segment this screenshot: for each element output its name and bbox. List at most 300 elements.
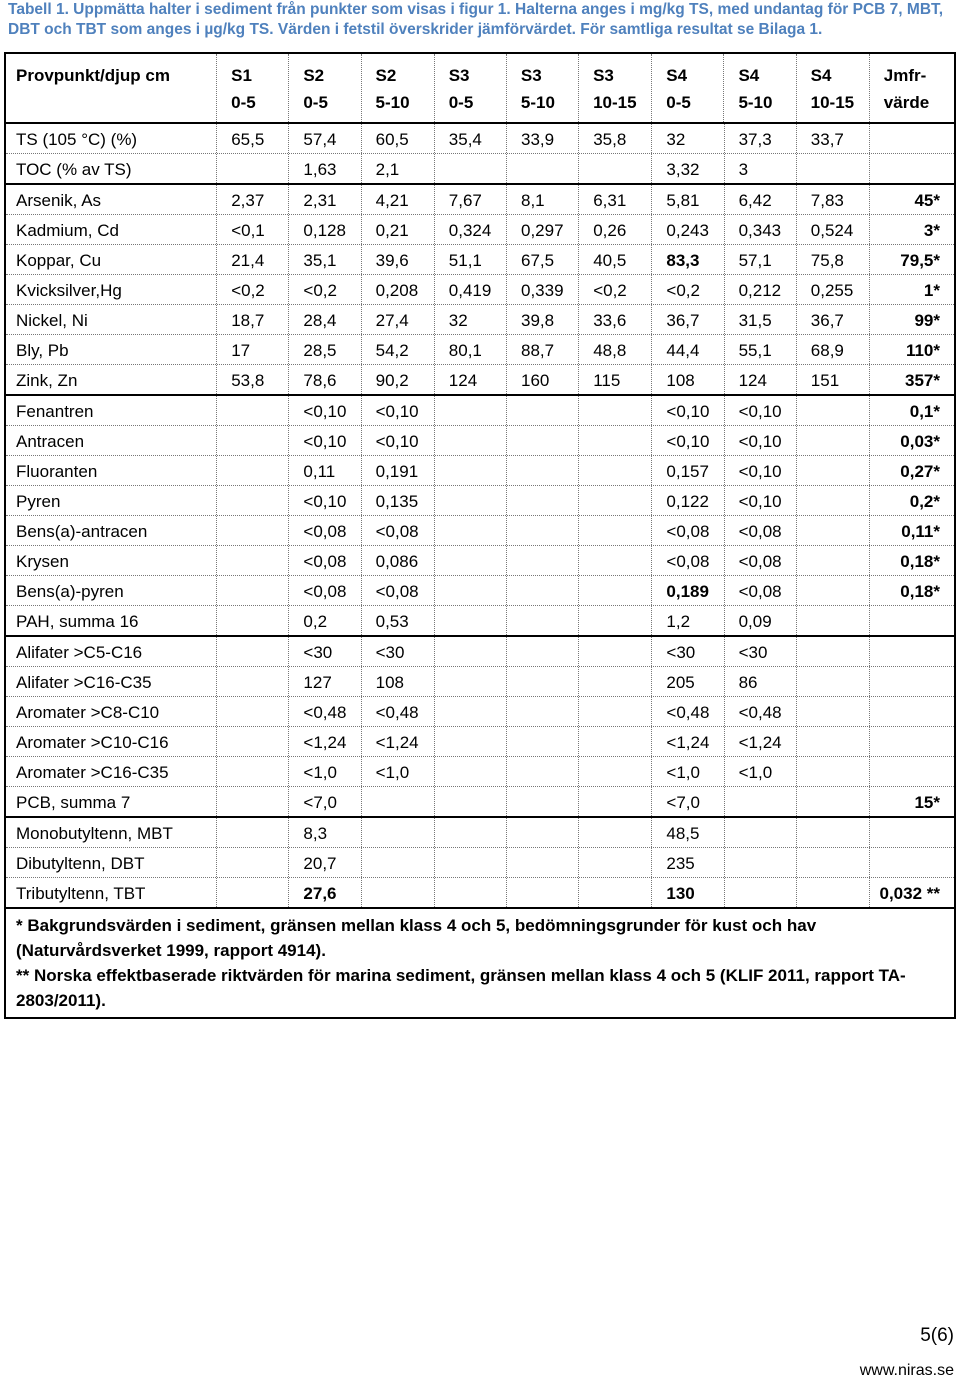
row-value: <0,08	[289, 546, 361, 575]
row-value: 0,086	[362, 546, 435, 575]
row-value: <0,10	[289, 426, 361, 455]
table-row	[6, 456, 954, 486]
row-value: 60,5	[362, 124, 435, 153]
row-value: 37,3	[725, 124, 797, 153]
header-col	[362, 54, 435, 122]
row-value	[217, 878, 289, 907]
row-value: <0,2	[652, 275, 724, 304]
row-value: 27,6	[289, 878, 361, 907]
row-parameter: Pyren	[6, 486, 217, 515]
header-point: S3	[593, 66, 614, 85]
row-value	[435, 426, 507, 455]
row-parameter: Kadmium, Cd	[6, 215, 217, 244]
header-point: S4	[810, 66, 832, 85]
row-value	[217, 697, 289, 726]
header-point: S2	[375, 66, 397, 85]
header-point: S3	[520, 66, 542, 85]
row-jmfr: 0,18*	[900, 582, 940, 601]
row-value	[507, 637, 579, 666]
row-value: 83,3	[652, 245, 724, 274]
row-value	[217, 757, 289, 786]
row-value: 0,26	[579, 215, 652, 244]
row-value	[797, 154, 870, 183]
row-value: 0,53	[362, 606, 435, 635]
table-row	[6, 606, 954, 637]
row-value	[797, 396, 870, 425]
row-value	[797, 818, 870, 847]
row-jmfr	[870, 757, 954, 765]
header-col	[652, 54, 724, 122]
row-value	[435, 757, 507, 786]
row-jmfr: 0,18*	[900, 552, 940, 571]
row-value	[217, 727, 289, 756]
table-notes	[6, 909, 954, 1017]
row-value	[435, 637, 507, 666]
row-value	[435, 818, 507, 847]
table-row	[6, 818, 954, 848]
row-value: <0,10	[725, 426, 797, 455]
row-value: 53,8	[217, 365, 289, 394]
row-value: <30	[725, 637, 797, 666]
row-value: 39,8	[507, 305, 579, 334]
row-value: 35,4	[435, 124, 507, 153]
row-value: <0,10	[652, 396, 724, 425]
row-value: 0,208	[362, 275, 435, 304]
row-value	[507, 456, 579, 485]
row-value	[435, 576, 507, 605]
row-parameter: Alifater >C5-C16	[6, 637, 217, 666]
header-depth: 10-15	[593, 93, 637, 112]
row-value: 28,5	[289, 335, 361, 364]
row-value: 235	[652, 848, 724, 877]
row-parameter: Bly, Pb	[6, 335, 217, 364]
row-value	[797, 848, 870, 877]
row-parameter: Fenantren	[6, 396, 217, 425]
row-value	[797, 878, 870, 907]
table-row	[6, 185, 954, 215]
row-jmfr: 79,5*	[900, 251, 940, 270]
row-value: 0,419	[435, 275, 507, 304]
row-value: <7,0	[652, 787, 724, 816]
row-value: <0,10	[725, 456, 797, 485]
row-jmfr: 45*	[914, 191, 940, 210]
row-value: 124	[435, 365, 507, 394]
row-value: <0,2	[217, 275, 289, 304]
row-value: <0,10	[725, 486, 797, 515]
row-jmfr	[870, 848, 954, 856]
header-jmfr	[870, 54, 954, 122]
row-value: 7,83	[797, 185, 870, 214]
row-value: 20,7	[289, 848, 361, 877]
row-value: 0,189	[652, 576, 724, 605]
row-value: 2,37	[217, 185, 289, 214]
table-row	[6, 154, 954, 185]
row-value: 86	[725, 667, 797, 696]
table-row	[6, 305, 954, 335]
row-value: 44,4	[652, 335, 724, 364]
row-value: 3,32	[652, 154, 724, 183]
row-value	[725, 787, 797, 816]
header-depth: 0-5	[231, 93, 256, 112]
row-value	[579, 637, 652, 666]
row-value: 2,1	[362, 154, 435, 183]
row-value: <0,08	[652, 546, 724, 575]
row-jmfr: 0,27*	[900, 462, 940, 481]
table-row	[6, 637, 954, 667]
row-value	[507, 667, 579, 696]
row-value	[362, 878, 435, 907]
page-number: 5(6)	[920, 1325, 954, 1346]
header-depth: 5-10	[375, 93, 410, 112]
row-value: 32	[435, 305, 507, 334]
row-value: <1,24	[652, 727, 724, 756]
row-value: <0,08	[362, 576, 435, 605]
row-value	[579, 606, 652, 635]
row-value: 124	[725, 365, 797, 394]
row-value	[579, 667, 652, 696]
row-parameter: PAH, summa 16	[6, 606, 217, 635]
header-point: S2	[303, 66, 325, 85]
row-value	[362, 818, 435, 847]
row-value	[507, 848, 579, 877]
row-value	[507, 697, 579, 726]
row-value	[725, 848, 797, 877]
row-value	[217, 637, 289, 666]
row-value	[435, 878, 507, 907]
row-jmfr	[870, 637, 954, 645]
row-parameter: Tributyltenn, TBT	[6, 878, 217, 907]
row-value	[435, 516, 507, 545]
header-col	[579, 54, 652, 122]
row-parameter: Aromater >C10-C16	[6, 727, 217, 756]
row-parameter: Arsenik, As	[6, 185, 217, 214]
row-value: <0,48	[362, 697, 435, 726]
row-parameter: Monobutyltenn, MBT	[6, 818, 217, 847]
row-parameter: TOC (% av TS)	[6, 154, 217, 183]
row-value	[579, 818, 652, 847]
row-value: 48,5	[652, 818, 724, 847]
row-jmfr	[870, 818, 954, 826]
header-jmfr-line1: Jmfr-	[883, 66, 927, 85]
row-value: 18,7	[217, 305, 289, 334]
row-jmfr: 99*	[914, 311, 940, 330]
header-point: S3	[448, 66, 470, 85]
header-col	[507, 54, 579, 122]
row-value: 54,2	[362, 335, 435, 364]
row-value	[507, 396, 579, 425]
table-row	[6, 727, 954, 757]
row-value	[435, 456, 507, 485]
row-value: <0,10	[362, 426, 435, 455]
row-value: 0,157	[652, 456, 724, 485]
row-value	[217, 546, 289, 575]
row-value	[507, 154, 579, 183]
row-value: 0,122	[652, 486, 724, 515]
row-value: <0,48	[652, 697, 724, 726]
row-value: 0,212	[725, 275, 797, 304]
table-row	[6, 335, 954, 365]
row-value: 1,2	[652, 606, 724, 635]
row-value: <0,1	[217, 215, 289, 244]
row-parameter: PCB, summa 7	[6, 787, 217, 816]
header-point: S4	[666, 66, 688, 85]
row-value: 160	[507, 365, 579, 394]
row-value: 75,8	[797, 245, 870, 274]
row-value: 35,8	[579, 124, 652, 153]
header-col	[724, 54, 796, 122]
row-value: 5,81	[652, 185, 724, 214]
row-parameter: Fluoranten	[6, 456, 217, 485]
row-jmfr: 357*	[905, 371, 940, 390]
row-value: 65,5	[217, 124, 289, 153]
row-value: 0,297	[507, 215, 579, 244]
row-jmfr: 0,1*	[909, 402, 940, 421]
row-value: <0,08	[725, 546, 797, 575]
row-value: 27,4	[362, 305, 435, 334]
row-value	[579, 456, 652, 485]
header-jmfr-line2: värde	[883, 93, 930, 112]
row-value: 4,21	[362, 185, 435, 214]
row-value: 0,524	[797, 215, 870, 244]
row-value	[435, 667, 507, 696]
row-value: <0,10	[289, 396, 361, 425]
row-value	[579, 727, 652, 756]
header-depth: 5-10	[738, 93, 773, 112]
row-value	[579, 486, 652, 515]
row-value	[797, 456, 870, 485]
row-parameter: Bens(a)-antracen	[6, 516, 217, 545]
row-value	[217, 818, 289, 847]
row-parameter: Dibutyltenn, DBT	[6, 848, 217, 877]
table-row	[6, 486, 954, 516]
row-value: 130	[652, 878, 724, 907]
row-value: 33,7	[797, 124, 870, 153]
row-value	[797, 757, 870, 786]
row-value	[579, 697, 652, 726]
row-value: 205	[652, 667, 724, 696]
row-value: 127	[289, 667, 361, 696]
row-value	[579, 546, 652, 575]
row-value: <7,0	[289, 787, 361, 816]
results-table	[4, 52, 956, 1019]
row-value: 32	[652, 124, 724, 153]
row-value: <0,08	[289, 576, 361, 605]
row-value	[797, 426, 870, 455]
row-value	[797, 576, 870, 605]
table-row	[6, 878, 954, 909]
row-jmfr: 1*	[923, 281, 940, 300]
row-value: <0,10	[652, 426, 724, 455]
table-row	[6, 245, 954, 275]
row-value: 55,1	[725, 335, 797, 364]
row-parameter: Zink, Zn	[6, 365, 217, 394]
row-value: 151	[797, 365, 870, 394]
row-parameter: Nickel, Ni	[6, 305, 217, 334]
row-value: 115	[579, 365, 652, 394]
row-value: 0,191	[362, 456, 435, 485]
header-depth: 0-5	[303, 93, 328, 112]
row-value: <1,0	[362, 757, 435, 786]
row-value: 31,5	[725, 305, 797, 334]
header-depth: 5-10	[520, 93, 555, 112]
row-jmfr: 15*	[914, 793, 940, 812]
header-point: S4	[738, 66, 760, 85]
row-value: <0,2	[579, 275, 652, 304]
header-depth: 10-15	[810, 93, 855, 112]
row-value	[217, 667, 289, 696]
row-jmfr	[870, 667, 954, 675]
row-value: 108	[652, 365, 724, 394]
row-value	[217, 456, 289, 485]
table-row	[6, 426, 954, 456]
row-value	[579, 516, 652, 545]
row-value	[435, 848, 507, 877]
row-value	[435, 787, 507, 816]
note-1: * Bakgrundsvärden i sediment, gränsen mellan klass 4 och 5, bedömningsgrunder för kust och hav (Naturvårdsverket 1999, rapport 4914).	[16, 916, 817, 960]
row-value: 57,1	[725, 245, 797, 274]
row-jmfr: 110*	[905, 341, 940, 360]
row-parameter: Antracen	[6, 426, 217, 455]
row-jmfr: 3*	[923, 221, 940, 240]
row-value	[435, 727, 507, 756]
row-value: 1,63	[289, 154, 361, 183]
table-row	[6, 275, 954, 305]
row-parameter: Aromater >C16-C35	[6, 757, 217, 786]
row-value	[725, 818, 797, 847]
table-row	[6, 757, 954, 787]
row-value: 35,1	[289, 245, 361, 274]
row-parameter: Kvicksilver,Hg	[6, 275, 217, 304]
table-header	[6, 54, 954, 124]
note-2: ** Norska effektbaserade riktvärden för marina sediment, gränsen mellan klass 4 och 5 (KLIF 2011, rapport TA-2803/2011).	[16, 966, 906, 1010]
table-row	[6, 576, 954, 606]
row-value: <0,08	[652, 516, 724, 545]
header-col	[217, 54, 289, 122]
row-value	[507, 727, 579, 756]
row-value: <0,10	[362, 396, 435, 425]
row-value: 90,2	[362, 365, 435, 394]
row-parameter: Bens(a)-pyren	[6, 576, 217, 605]
row-value: 33,6	[579, 305, 652, 334]
row-value	[579, 757, 652, 786]
header-col	[289, 54, 361, 122]
row-value: 0,128	[289, 215, 361, 244]
row-value: 0,243	[652, 215, 724, 244]
row-value: 39,6	[362, 245, 435, 274]
header-depth: 0-5	[448, 93, 474, 112]
table-caption: Tabell 1. Uppmätta halter i sediment från punkter som visas i figur 1. Halterna anges i mg/kg TS, med undantag för PCB 7, MBT, DBT och TBT som anges i µg/kg TS. Värden i fetstil överskrider jämförvärdet. För samtliga resultat se Bilaga 1.	[8, 1, 944, 38]
row-value	[507, 818, 579, 847]
row-value	[797, 516, 870, 545]
table-row	[6, 667, 954, 697]
row-value: 2,31	[289, 185, 361, 214]
row-value: 17	[217, 335, 289, 364]
row-value: 68,9	[797, 335, 870, 364]
row-value: <0,48	[289, 697, 361, 726]
row-value: <1,24	[362, 727, 435, 756]
row-parameter: Koppar, Cu	[6, 245, 217, 274]
row-value: 0,255	[797, 275, 870, 304]
row-value	[217, 606, 289, 635]
row-value: 33,9	[507, 124, 579, 153]
row-value: 48,8	[579, 335, 652, 364]
row-value	[217, 396, 289, 425]
row-value: <1,0	[289, 757, 361, 786]
row-value: <0,10	[289, 486, 361, 515]
row-value	[217, 154, 289, 183]
table-row	[6, 787, 954, 818]
row-value	[507, 878, 579, 907]
row-value: 88,7	[507, 335, 579, 364]
header-param-label: Provpunkt/djup cm	[6, 54, 217, 122]
row-value	[435, 606, 507, 635]
row-value	[435, 546, 507, 575]
row-jmfr: 0,032 **	[879, 884, 940, 903]
row-value	[217, 516, 289, 545]
row-jmfr	[870, 606, 954, 614]
row-value: 57,4	[289, 124, 361, 153]
header-depth: 0-5	[666, 93, 691, 112]
row-value	[797, 637, 870, 666]
row-value	[217, 787, 289, 816]
row-parameter: Aromater >C8-C10	[6, 697, 217, 726]
row-value: 0,324	[435, 215, 507, 244]
row-value: <30	[652, 637, 724, 666]
row-value: 28,4	[289, 305, 361, 334]
row-value: 36,7	[797, 305, 870, 334]
row-value: <30	[362, 637, 435, 666]
row-value	[797, 606, 870, 635]
row-value	[579, 426, 652, 455]
row-jmfr	[870, 727, 954, 735]
row-value: 80,1	[435, 335, 507, 364]
row-value: 108	[362, 667, 435, 696]
row-value	[435, 154, 507, 183]
table-row	[6, 365, 954, 396]
row-value	[507, 546, 579, 575]
row-value	[507, 426, 579, 455]
row-value: <0,48	[725, 697, 797, 726]
row-value: 3	[725, 154, 797, 183]
row-value: 0,343	[725, 215, 797, 244]
table-row	[6, 697, 954, 727]
table-row	[6, 124, 954, 154]
header-col	[435, 54, 507, 122]
row-value	[435, 697, 507, 726]
row-value: <0,08	[362, 516, 435, 545]
table-row	[6, 546, 954, 576]
row-value	[797, 697, 870, 726]
row-value	[435, 486, 507, 515]
row-value: 78,6	[289, 365, 361, 394]
row-parameter: Alifater >C16-C35	[6, 667, 217, 696]
row-value	[579, 848, 652, 877]
row-value: 8,3	[289, 818, 361, 847]
row-value: <1,0	[725, 757, 797, 786]
row-jmfr	[870, 154, 954, 162]
row-value: <0,08	[289, 516, 361, 545]
row-value: 67,5	[507, 245, 579, 274]
row-value: 0,11	[289, 456, 361, 485]
row-value	[217, 486, 289, 515]
row-value	[579, 154, 652, 183]
row-value: 0,21	[362, 215, 435, 244]
table-row	[6, 215, 954, 245]
row-value	[579, 576, 652, 605]
row-value: 0,339	[507, 275, 579, 304]
row-value: <0,08	[725, 576, 797, 605]
row-value: 6,31	[579, 185, 652, 214]
